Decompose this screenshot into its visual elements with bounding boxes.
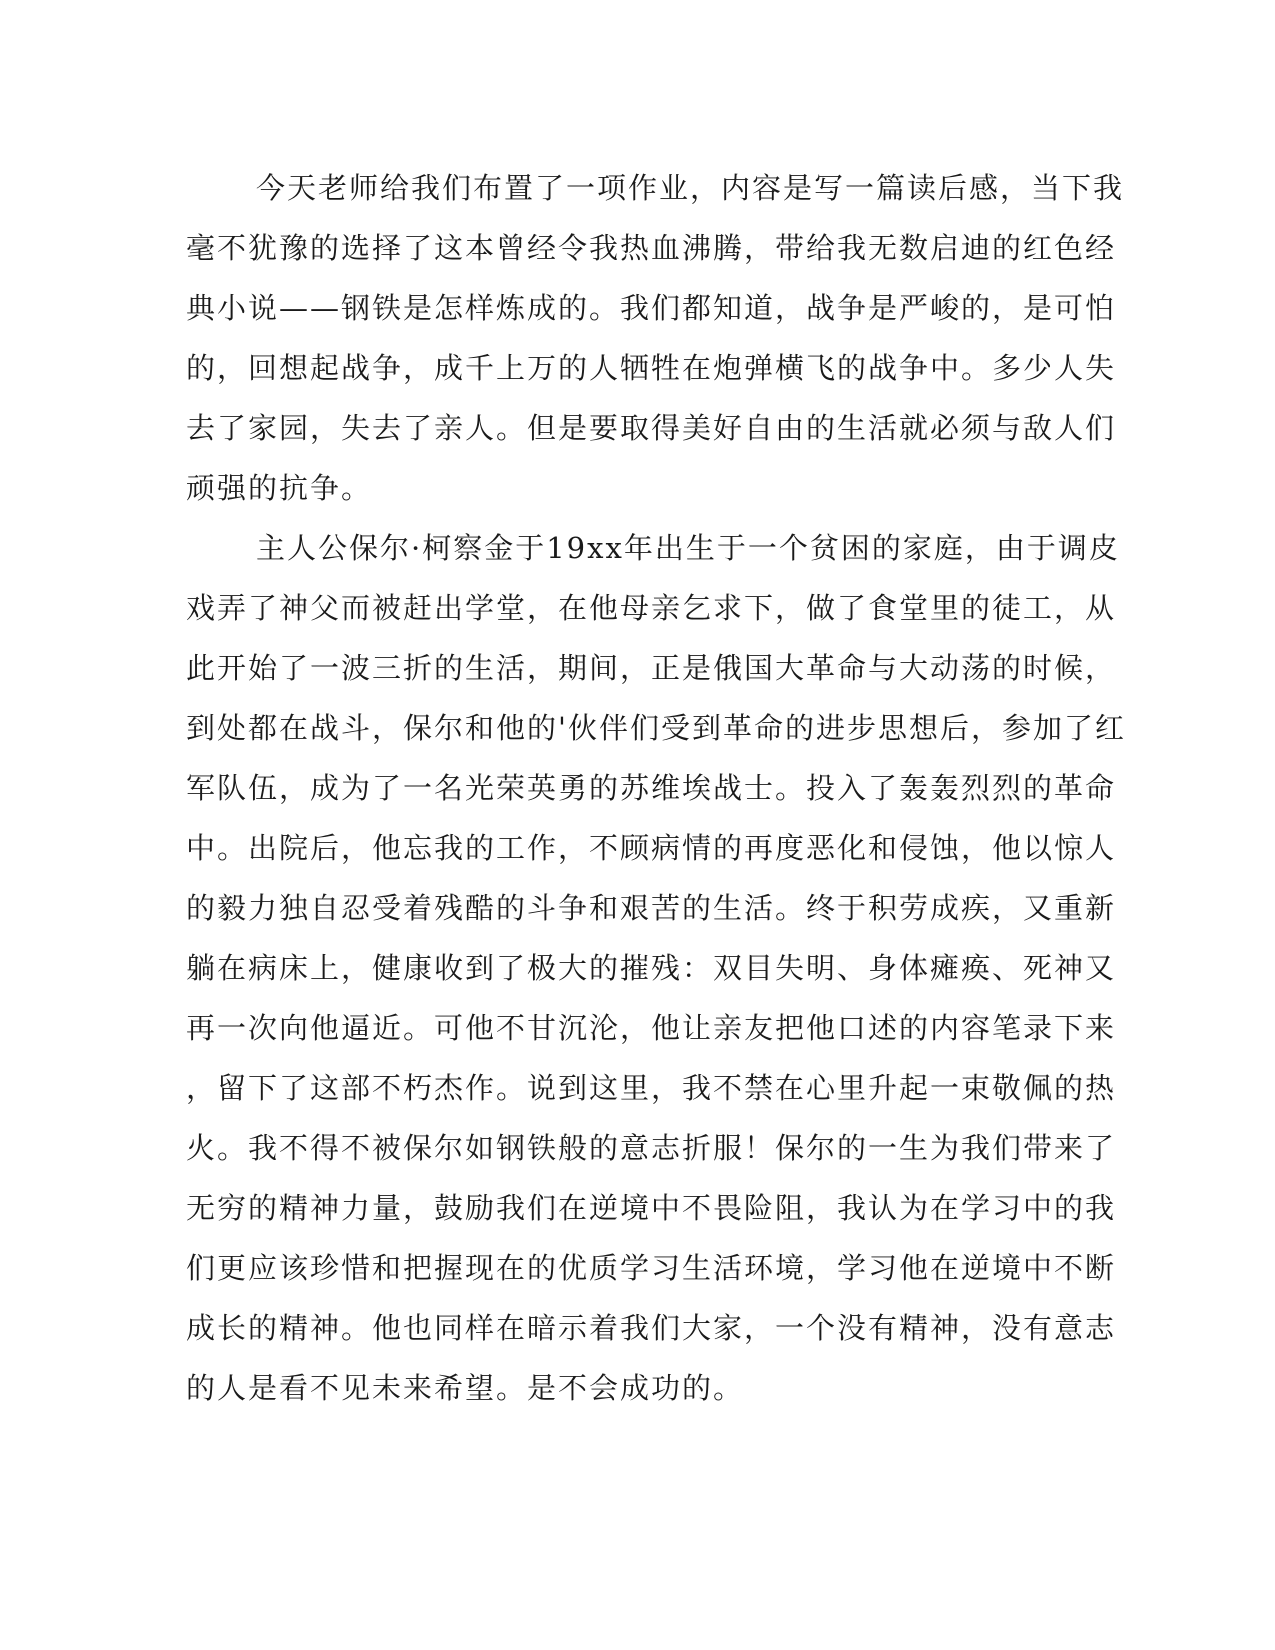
text-line: 今天老师给我们布置了一项作业，内容是写一篇读后感，当下我 — [256, 171, 1125, 205]
text-line: 毫不犹豫的选择了这本曾经令我热血沸腾，带给我无数启迪的红色经 — [186, 231, 1117, 265]
text-line: 无穷的精神力量，鼓励我们在逆境中不畏险阻，我认为在学习中的我 — [186, 1191, 1117, 1225]
text-line: 戏弄了神父而被赶出学堂，在他母亲乞求下，做了食堂里的徒工，从 — [186, 591, 1117, 625]
text-line: 的，回想起战争，成千上万的人牺牲在炮弹横飞的战争中。多少人失 — [186, 351, 1117, 385]
document-body — [186, 158, 1126, 1418]
text-line: 火。我不得不被保尔如钢铁般的意志折服！保尔的一生为我们带来了 — [186, 1131, 1117, 1165]
paragraph-1 — [186, 158, 1125, 518]
text-line: 躺在病床上，健康收到了极大的摧残：双目失明、身体瘫痪、死神又 — [186, 951, 1117, 985]
text-line: 们更应该珍惜和把握现在的优质学习生活环境，学习他在逆境中不断 — [186, 1251, 1117, 1285]
text-line: 到处都在战斗，保尔和他的'伙伴们受到革命的进步思想后，参加了红 — [186, 711, 1126, 745]
text-line: 成长的精神。他也同样在暗示着我们大家，一个没有精神，没有意志 — [186, 1311, 1117, 1345]
text-line: 的人是看不见未来希望。是不会成功的。 — [186, 1371, 745, 1405]
text-line: 的毅力独自忍受着残酷的斗争和艰苦的生活。终于积劳成疾，又重新 — [186, 891, 1117, 925]
text-line: 再一次向他逼近。可他不甘沉沦，他让亲友把他口述的内容笔录下来 — [186, 1011, 1117, 1045]
paragraph-2 — [186, 518, 1126, 1418]
text-line: 主人公保尔·柯察金于19xx年出生于一个贫困的家庭，由于调皮 — [256, 531, 1120, 565]
text-line: 顽强的抗争。 — [186, 471, 373, 505]
text-line: 中。出院后，他忘我的工作，不顾病情的再度恶化和侵蚀，他以惊人 — [186, 831, 1117, 865]
text-line: 典小说——钢铁是怎样炼成的。我们都知道，战争是严峻的，是可怕 — [186, 291, 1117, 325]
text-line: 去了家园，失去了亲人。但是要取得美好自由的生活就必须与敌人们 — [186, 411, 1117, 445]
text-line: 军队伍，成为了一名光荣英勇的苏维埃战士。投入了轰轰烈烈的革命 — [186, 771, 1117, 805]
text-line: ，留下了这部不朽杰作。说到这里，我不禁在心里升起一束敬佩的热 — [186, 1071, 1117, 1105]
text-line: 此开始了一波三折的生活，期间，正是俄国大革命与大动荡的时候， — [186, 651, 1117, 685]
